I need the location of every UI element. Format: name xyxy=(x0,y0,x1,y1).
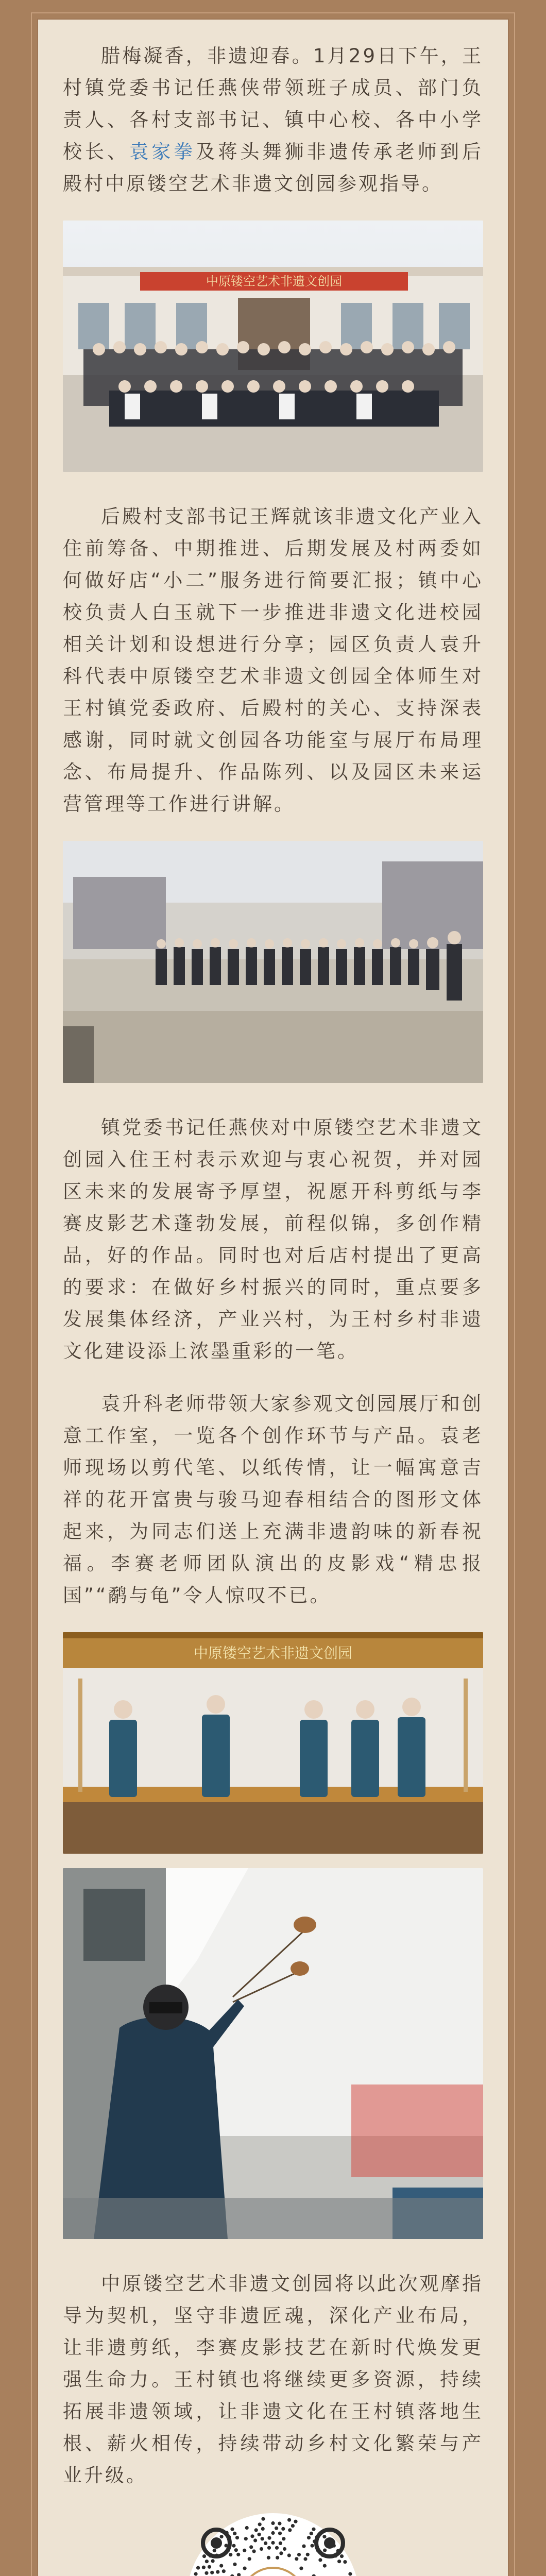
qr-dot xyxy=(295,2557,298,2561)
qr-dot xyxy=(287,2553,291,2557)
photo-courtyard-visit xyxy=(63,841,483,1083)
qr-dot xyxy=(258,2533,261,2536)
qr-dot xyxy=(294,2520,297,2523)
qr-dot xyxy=(264,2541,267,2545)
qr-dot xyxy=(233,2532,236,2535)
qr-dot xyxy=(220,2535,224,2538)
qr-dot xyxy=(267,2536,271,2540)
qr-dot xyxy=(250,2534,254,2538)
paragraph-1-text-b: 及蒋头舞狮非遗传承老师到后殿村中原镂空艺术非遗文创园参观指导。 xyxy=(63,141,484,195)
qr-dot xyxy=(291,2524,295,2528)
qr-dot xyxy=(271,2541,275,2545)
qr-dot xyxy=(205,2560,209,2563)
paragraph-5: 中原镂空艺术非遗文创园将以此次观摩指导为契机，坚守非遗匠魂，深化产业布局，让非遗剪纸，李赛皮影技艺在新时代焕发更强生命力。王村镇也将继续更多资源，持续拓展非遗领域，让非遗文化在王村镇落地生根、薪火相传，持续带动乡村文化繁荣与产业升级。 xyxy=(63,2273,483,2486)
qr-dot xyxy=(283,2547,286,2551)
mini-program-qr-code[interactable] xyxy=(185,2512,361,2576)
qr-dot xyxy=(243,2567,247,2570)
qr-dot xyxy=(311,2544,314,2548)
qr-dot xyxy=(243,2549,246,2552)
qr-dot xyxy=(276,2556,279,2560)
paragraph-1 xyxy=(63,40,483,200)
qr-dot xyxy=(202,2566,206,2569)
qr-dot xyxy=(281,2527,285,2531)
qr-dot xyxy=(252,2549,256,2553)
qr-dot xyxy=(271,2521,275,2525)
qr-dot xyxy=(299,2567,303,2570)
qr-dot xyxy=(271,2531,275,2535)
qr-finder-dot xyxy=(211,2537,222,2549)
qr-dot xyxy=(267,2556,270,2560)
qr-dot xyxy=(348,2572,352,2575)
qr-dot xyxy=(261,2517,265,2521)
qr-dot xyxy=(279,2541,282,2545)
qr-section xyxy=(63,2512,483,2576)
qr-dot xyxy=(204,2571,208,2575)
qr-dot xyxy=(306,2553,310,2556)
photo-group-building xyxy=(63,221,483,472)
photo3-banner-text: 中原镂空艺术非遗文创园 xyxy=(193,1645,353,1662)
qr-dot xyxy=(307,2536,311,2539)
qr-dot xyxy=(261,2537,264,2540)
paragraph-3: 镇党委书记任燕侠对中原镂空艺术非遗文创园入住王村表示欢迎与衷心祝贺，并对园区未来的发展寄予厚望，祝愿开科剪纸与李赛皮影艺术蓬勃发展，前程似锦，多创作精品，好的作品。同时也对后店村提出了更高的要求：在做好乡村振兴的同时，重点要多发展集体经济，产业兴村，为王村乡村非遗文化建设添上浓墨重彩的一笔。 xyxy=(63,1116,483,1362)
qr-dot xyxy=(322,2535,326,2538)
qr-dot xyxy=(233,2563,236,2566)
qr-dot xyxy=(267,2546,271,2550)
qr-dot xyxy=(278,2532,282,2535)
qr-dot xyxy=(275,2546,279,2550)
qr-dot xyxy=(194,2572,198,2575)
qr-dot xyxy=(261,2527,265,2531)
qr-dot xyxy=(219,2564,223,2568)
qr-dot xyxy=(234,2548,238,2552)
paragraph-2: 后殿村支部书记王辉就该非遗文化产业入住前筹备、中期推进、后期发展及村两委如何做好店“小二”服务进行简要汇报；镇中心校负责人白玉就下一步推进非遗文化进校园相关计划和设想进行分享；园区负责人袁升科代表中原镂空艺术非遗文创园全体师生对王村镇党委政府、后殿村的关心、支持深表感谢，同时就文创园各功能室与展厅布局理念、布局提升、作品陈列、以及园区未来运营管理等工作进行讲解。 xyxy=(63,505,483,815)
qr-dot xyxy=(211,2559,215,2563)
qr-dot xyxy=(254,2528,258,2532)
qr-dot xyxy=(245,2526,249,2530)
qr-dot xyxy=(213,2549,216,2552)
qr-dot xyxy=(282,2537,285,2540)
qr-dot xyxy=(343,2560,347,2564)
link-yuanjiaquan[interactable]: 袁家拳 xyxy=(129,141,196,163)
qr-dot xyxy=(235,2536,239,2539)
qr-dot xyxy=(312,2528,315,2531)
photo-performers-stage xyxy=(63,1632,483,1854)
qr-dot xyxy=(232,2544,235,2548)
qr-dot xyxy=(278,2522,281,2526)
qr-dot xyxy=(323,2564,327,2568)
paragraph-4: 袁升科老师带领大家参观文创园展厅和创意工作室，一览各个创作环节与产品。袁老师现场以剪代笔、以纸传情，让一幅寓意吉祥的花开富贵与骏马迎春相结合的图形文体起来，为同志们送上充满非遗韵味的新春祝福。李赛老师团队演出的皮影戏“精忠报国”“鹬与龟”令人惊叹不已。 xyxy=(63,1393,483,1606)
qr-dot xyxy=(297,2553,301,2556)
qr-dot xyxy=(323,2549,327,2552)
photo-puppet-demo xyxy=(63,1868,483,2239)
qr-dot xyxy=(279,2551,283,2555)
article-frame xyxy=(37,19,509,2576)
qr-dot xyxy=(222,2569,226,2573)
qr-dot xyxy=(248,2557,251,2561)
qr-dot xyxy=(260,2547,263,2551)
qr-dot xyxy=(202,2554,206,2558)
paragraph-1-text-a: 腊梅凝香，非遗迎春。1月29日下午，王村镇党委书记任燕侠带领班子成员、部门负责人、各村支部书记、镇中心校、各中小学校长、 xyxy=(63,45,483,163)
qr-dot xyxy=(216,2570,219,2574)
qr-dot xyxy=(288,2528,292,2532)
qr-dot xyxy=(208,2565,211,2569)
qr-finder-dot xyxy=(324,2537,335,2549)
qr-dot xyxy=(196,2566,200,2570)
qr-dot xyxy=(229,2553,232,2556)
qr-dot xyxy=(287,2518,291,2522)
qr-dot xyxy=(230,2528,234,2531)
qr-dot xyxy=(303,2557,307,2561)
qr-dot xyxy=(244,2537,248,2540)
qr-dot xyxy=(302,2545,305,2548)
qr-dot xyxy=(318,2558,322,2562)
qr-dot xyxy=(210,2571,214,2574)
article-body xyxy=(63,40,483,2576)
qr-dot xyxy=(310,2532,313,2535)
photo1-banner-text: 中原镂空艺术非遗文创园 xyxy=(206,274,342,289)
qr-dot xyxy=(275,2527,278,2530)
qr-dot xyxy=(236,2553,240,2556)
qr-dot xyxy=(258,2522,262,2526)
qr-dot xyxy=(340,2554,344,2558)
qr-dot xyxy=(337,2560,341,2563)
qr-dot xyxy=(249,2545,253,2549)
qr-dot xyxy=(253,2538,257,2542)
